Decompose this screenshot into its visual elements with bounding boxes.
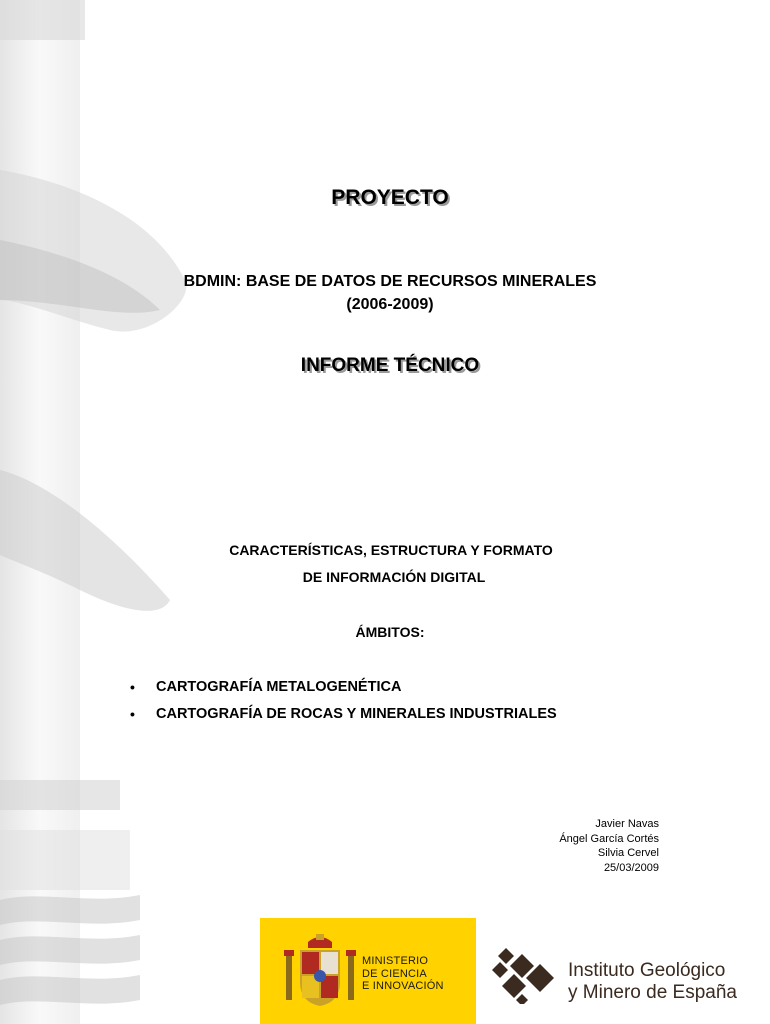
igme-logo-icon (492, 948, 562, 1004)
description-line-1: CARACTERÍSTICAS, ESTRUCTURA Y FORMATO (229, 542, 553, 558)
project-name: BDMIN: BASE DE DATOS DE RECURSOS MINERALES (183, 273, 597, 290)
institute-name: Instituto Geológico y Minero de España (568, 960, 737, 1003)
list-item (130, 704, 557, 731)
project-years: (2006-2009) (346, 296, 434, 313)
scopes-list (130, 677, 557, 731)
author-name: Ángel García Cortés (559, 832, 659, 845)
description-line-2: DE INFORMACIÓN DIGITAL (302, 569, 486, 585)
ministry-logo (260, 918, 476, 1024)
footer-logos (260, 918, 770, 1024)
scope-label: CARTOGRAFÍA METALOGENÉTICA (156, 679, 402, 695)
ministry-name: MINISTERIO DE CIENCIA E INNOVACIÓN (362, 955, 444, 992)
list-item (130, 677, 557, 704)
author-name: Silvia Cervel (597, 847, 659, 859)
bullet-icon: • (130, 679, 135, 695)
report-type: INFORME TÉCNICO (300, 355, 480, 376)
bullet-icon: • (130, 706, 135, 722)
document-date: 25/03/2009 (603, 861, 659, 874)
scope-label: CARTOGRAFÍA DE ROCAS Y MINERALES INDUSTRIALES (156, 706, 557, 722)
author-name: Javier Navas (595, 818, 659, 830)
scopes-heading: ÁMBITOS: (355, 624, 425, 640)
authors-block (559, 817, 659, 875)
coat-of-arms-icon (280, 932, 360, 1012)
document-title: PROYECTO (331, 186, 449, 209)
